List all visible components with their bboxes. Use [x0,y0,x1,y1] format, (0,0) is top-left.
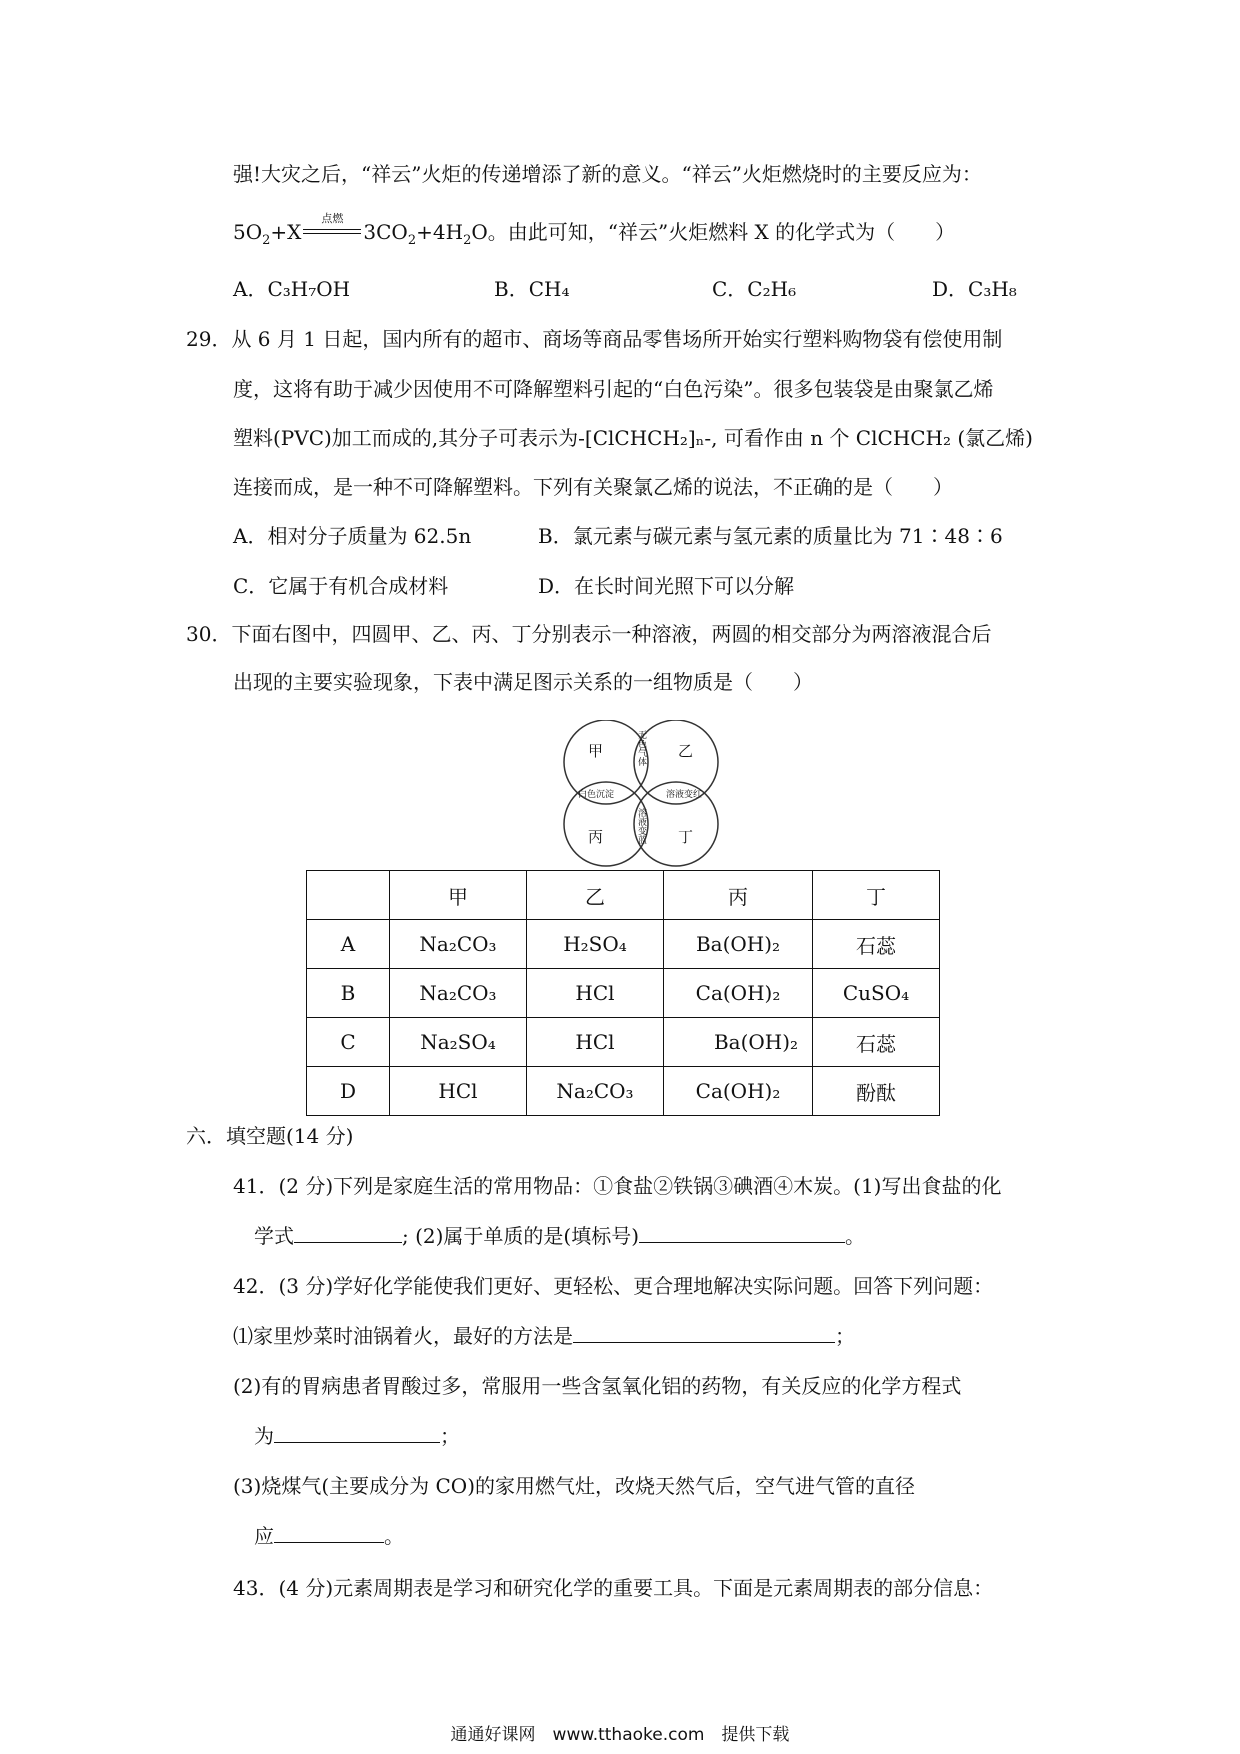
table-cell: 石蕊 [813,1018,940,1067]
q42-answer-blank-1[interactable] [573,1322,835,1343]
q42-part2-end: ； [440,1424,460,1448]
table-cell: 酚酞 [813,1067,940,1116]
table-cell: D [307,1067,390,1116]
table-header-cell: 丙 [664,871,813,920]
q41-answer-blank-2[interactable] [639,1222,845,1243]
q42-part1 [233,1322,855,1350]
q29-line3: 塑料(PVC)加工而成的,其分子可表示为-[ClCHCH₂]ₙ-, 可看作由 n 个 ClCHCH₂ (氯乙烯) [233,426,1033,450]
table-row [307,969,940,1018]
venn-overlap-top: 无色气体 [636,730,646,766]
table-row [307,1067,940,1116]
venn-overlap-left: 白色沉淀 [578,790,615,800]
table-cell: Ba(OH)₂ [664,1018,813,1067]
venn-label-jia: 甲 [588,742,604,760]
q42-answer-blank-2[interactable] [274,1422,440,1443]
q42-part1-end: ； [835,1324,855,1348]
table-cell: HCl [527,1018,664,1067]
substance-table [306,870,940,1116]
table-cell: HCl [390,1067,527,1116]
q29-line4: 连接而成，是一种不可降解塑料。下列有关聚氯乙烯的说法，不正确的是（ ） [233,475,953,499]
q41-label-c: 。 [845,1224,866,1248]
reaction-condition: 点燃 [321,212,344,225]
q28-option-d: D．C₃H₈ [932,277,1017,301]
q42-part3-answer [254,1522,404,1550]
reaction-equals-sign [301,212,363,239]
page-footer: 通通好课网 www.tthaoke.com 提供下载 [450,1725,790,1745]
venn-label-bing: 丙 [588,828,604,846]
table-header-cell: 乙 [527,871,664,920]
venn-label-yi: 乙 [678,742,694,760]
table-cell: CuSO₄ [813,969,940,1018]
table-cell: Na₂CO₃ [527,1067,664,1116]
q41-label-a: 学式 [254,1224,294,1248]
q30-line2: 出现的主要实验现象，下表中满足图示关系的一组物质是（ ） [233,670,813,694]
q42-answer-blank-3[interactable] [274,1522,384,1543]
q29-line2: 度，这将有助于减少因使用不可降解塑料引起的“白色污染”。很多包装袋是由聚氯乙烯 [233,377,994,401]
table-cell: H₂SO₄ [527,920,664,969]
table-cell: Ca(OH)₂ [664,1067,813,1116]
q29-option-a: A．相对分子质量为 62.5n [233,524,472,548]
table-cell: Ca(OH)₂ [664,969,813,1018]
venn-overlap-bottom: 溶液变蓝 [636,808,646,844]
q42-part2-label: 为 [254,1424,274,1448]
table-header-cell: 丁 [813,871,940,920]
q28-line1: 强!大灾之后，“祥云”火炬的传递增添了新的意义。“祥云”火炬燃烧时的主要反应为： [233,162,982,186]
q41-line1: 41．(2 分)下列是家庭生活的常用物品：①食盐②铁锅③碘酒④木炭。(1)写出食盐的化 [233,1174,1002,1198]
venn-diagram [548,720,744,870]
table-header-row [307,871,940,920]
venn-label-ding: 丁 [678,828,694,846]
q29-option-c: C．它属于有机合成材料 [233,574,449,598]
table-header-cell: 甲 [390,871,527,920]
q29-option-b: B．氯元素与碳元素与氢元素的质量比为 71∶48∶6 [538,524,1003,548]
table-cell: Na₂CO₃ [390,969,527,1018]
eq-right3: O。由此可知，“祥云”火炬燃料 X 的化学式为（ ） [471,220,956,244]
q29-line1: 29．从 6 月 1 日起，国内所有的超市、商场等商品零售场所开始实行塑料购物袋有偿使用制 [186,327,1003,351]
eq-right1: 3CO [363,220,408,244]
q41-answer-blank-1[interactable] [294,1222,402,1243]
table-header-cell [307,871,390,920]
eq-left: 5O [233,220,263,244]
table-cell: Na₂CO₃ [390,920,527,969]
table-row [307,920,940,969]
table-cell: 石蕊 [813,920,940,969]
q42-part3-label: 应 [254,1524,274,1548]
eq-right1-sub: 2 [407,233,417,248]
q42-part3-end: 。 [384,1524,404,1548]
q41-line2 [254,1222,865,1250]
table-cell: B [307,969,390,1018]
table-cell: HCl [527,969,664,1018]
eq-right2-sub: 2 [463,233,472,248]
eq-plus-x: +X [270,220,302,244]
q42-part3: (3)烧煤气(主要成分为 CO)的家用燃气灶，改烧天然气后，空气进气管的直径 [233,1474,915,1498]
q28-option-b: B．CH₄ [494,277,570,301]
section-6-title: 六．填空题(14 分) [186,1124,354,1148]
eq-left-sub: 2 [262,233,271,248]
q28-option-a: A．C₃H₇OH [233,277,351,301]
q29-option-d: D．在长时间光照下可以分解 [538,574,795,598]
q42-part1-text: ⑴家里炒菜时油锅着火，最好的方法是 [233,1324,573,1348]
q42-part2: (2)有的胃病患者胃酸过多，常服用一些含氢氧化铝的药物，有关反应的化学方程式 [233,1374,962,1398]
q28-option-c: C．C₂H₆ [712,277,797,301]
table-row [307,1018,940,1067]
table-cell: Na₂SO₄ [390,1018,527,1067]
eq-right2: +4H [416,220,464,244]
table-cell: A [307,920,390,969]
q41-label-b: ; (2)属于单质的是(填标号) [402,1224,640,1248]
q42-part2-answer [254,1422,460,1450]
table-cell: C [307,1018,390,1067]
q30-line1: 30．下面右图中，四圆甲、乙、丙、丁分别表示一种溶液，两圆的相交部分为两溶液混合后 [186,622,992,646]
venn-overlap-right: 溶液变红 [666,790,703,800]
q42-line1: 42．(3 分)学好化学能使我们更好、更轻松、更合理地解决实际问题。回答下列问题： [233,1274,994,1298]
q43-line1: 43．(4 分)元素周期表是学习和研究化学的重要工具。下面是元素周期表的部分信息： [233,1576,994,1600]
q28-equation-line [233,212,956,248]
table-cell: Ba(OH)₂ [664,920,813,969]
